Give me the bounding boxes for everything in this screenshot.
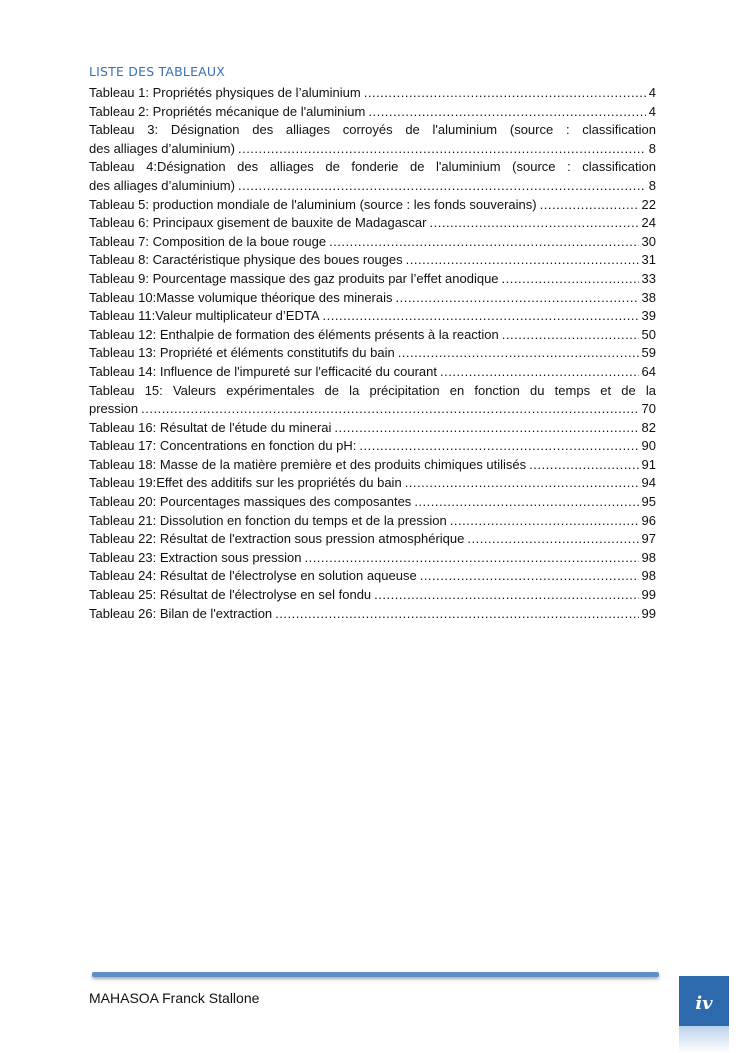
toc-entry-page: 59 [641, 345, 656, 361]
toc-entry-title: Tableau 6: Principaux gisement de bauxite de Madagascar [89, 215, 427, 231]
dot-leader [405, 474, 639, 493]
toc-entry[interactable] [89, 326, 656, 345]
toc-entry-page: 8 [648, 140, 656, 156]
toc-entry-title: Tableau 25: Résultat de l'électrolyse en sel fondu [89, 587, 372, 603]
toc-entry-title: Tableau 2: Propriétés mécanique de l'aluminium [89, 103, 366, 119]
toc-entry[interactable] [89, 382, 656, 419]
dot-leader [396, 289, 639, 308]
toc-entry-page: 96 [641, 512, 656, 528]
toc-entry[interactable] [89, 363, 656, 382]
dot-leader [364, 84, 646, 103]
toc-entry[interactable] [89, 549, 656, 568]
toc-entry-page: 97 [641, 531, 656, 547]
toc-entry-title: Tableau 13: Propriété et éléments constitutifs du bain [89, 345, 395, 361]
toc-entry-page: 64 [641, 363, 656, 379]
toc-entry-page: 90 [641, 438, 656, 454]
toc-entry[interactable] [89, 419, 656, 438]
dot-leader [398, 344, 639, 363]
dot-leader [238, 140, 646, 159]
toc-entry-page: 24 [641, 215, 656, 231]
toc-entry-page: 22 [641, 196, 656, 212]
page-number-badge: iv [679, 976, 729, 1026]
toc-entry-page: 94 [641, 475, 656, 491]
dot-leader [374, 586, 638, 605]
toc-entry-title: Tableau 21: Dissolution en fonction du temps et de la pression [89, 512, 447, 528]
dot-leader [368, 103, 645, 122]
dot-leader [304, 549, 638, 568]
toc-entry-page: 4 [648, 85, 656, 100]
toc-entry-title: Tableau 19:Effet des additifs sur les propriétés du bain [89, 475, 402, 491]
dot-leader [467, 530, 638, 549]
dot-leader [329, 233, 638, 252]
toc-entry-title: Tableau 26: Bilan de l'extraction [89, 605, 273, 621]
toc-entry[interactable] [89, 270, 656, 289]
toc-entry[interactable] [89, 586, 656, 605]
dot-leader [359, 437, 638, 456]
dot-leader [275, 605, 638, 624]
toc-entry-title-line2: des alliages d’aluminium) [89, 177, 235, 193]
toc-entry[interactable] [89, 214, 656, 233]
toc-entry-title: Tableau 10:Masse volumique théorique des minerais [89, 289, 393, 305]
toc-entry[interactable] [89, 530, 656, 549]
toc-entry[interactable] [89, 512, 656, 531]
toc-entry[interactable] [89, 307, 656, 326]
toc-entry-page: 31 [641, 252, 656, 268]
toc-entry-page: 4 [648, 103, 656, 119]
dot-leader [238, 177, 646, 196]
toc-entry[interactable] [89, 121, 656, 158]
toc-entry-page: 33 [641, 270, 656, 286]
toc-entry-page: 98 [641, 568, 656, 584]
toc-entry[interactable] [89, 493, 656, 512]
toc-entry[interactable] [89, 233, 656, 252]
dot-leader [334, 419, 638, 438]
toc-entry-title-line1: Tableau 15: Valeurs expérimentales de la précipitation en fonction du temps et de la [89, 382, 656, 398]
toc-entry-title-line2: pression [89, 401, 139, 417]
dot-leader [440, 363, 639, 382]
toc-entry-page: 39 [641, 308, 656, 324]
toc-entry-title: Tableau 24: Résultat de l'électrolyse en solution aqueuse [89, 568, 417, 584]
toc-entry-title: Tableau 14: Influence de l'impureté sur l'efficacité du courant [89, 363, 437, 379]
toc-entry[interactable] [89, 84, 656, 103]
toc-entry-page: 50 [641, 326, 656, 342]
toc-entry-page: 91 [641, 456, 656, 472]
table-of-contents [89, 84, 656, 623]
dot-leader [529, 456, 638, 475]
toc-entry[interactable] [89, 344, 656, 363]
toc-entry-page: 70 [641, 401, 656, 417]
toc-entry[interactable] [89, 103, 656, 122]
list-heading: LISTE DES TABLEAUX [89, 64, 226, 79]
toc-entry-title: Tableau 1: Propriétés physiques de l’aluminium [89, 85, 361, 100]
toc-entry[interactable] [89, 605, 656, 624]
dot-leader [502, 270, 639, 289]
dot-leader [430, 214, 639, 233]
toc-entry-page: 99 [641, 587, 656, 603]
toc-entry-title: Tableau 5: production mondiale de l'aluminium (source : les fonds souverains) [89, 196, 537, 212]
dot-leader [502, 326, 639, 345]
toc-entry-title: Tableau 8: Caractéristique physique des boues rouges [89, 252, 403, 268]
footer-divider [92, 972, 659, 977]
dot-leader [420, 567, 639, 586]
toc-entry-title: Tableau 22: Résultat de l'extraction sous pression atmosphérique [89, 531, 465, 547]
toc-entry[interactable] [89, 437, 656, 456]
toc-entry[interactable] [89, 474, 656, 493]
dot-leader [406, 251, 639, 270]
dot-leader [414, 493, 638, 512]
dot-leader [323, 307, 639, 326]
toc-entry-page: 95 [641, 494, 656, 510]
footer-author: MAHASOA Franck Stallone [89, 990, 260, 1006]
toc-entry-title: Tableau 16: Résultat de l'étude du minerai [89, 419, 332, 435]
toc-entry-title: Tableau 20: Pourcentages massiques des composantes [89, 494, 412, 510]
toc-entry-title: Tableau 18: Masse de la matière première et des produits chimiques utilisés [89, 456, 527, 472]
toc-entry[interactable] [89, 158, 656, 195]
dot-leader [141, 400, 638, 419]
toc-entry[interactable] [89, 196, 656, 215]
toc-entry-title: Tableau 23: Extraction sous pression [89, 549, 302, 565]
toc-entry[interactable] [89, 251, 656, 270]
dot-leader [450, 512, 639, 531]
toc-entry-page: 8 [648, 177, 656, 193]
toc-entry[interactable] [89, 289, 656, 308]
toc-entry-title-line1: Tableau 3: Désignation des alliages corroyés de l'aluminium (source : classification [89, 122, 656, 138]
page-number-reflection [679, 1026, 729, 1053]
toc-entry-page: 98 [641, 549, 656, 565]
toc-entry-title: Tableau 9: Pourcentage massique des gaz produits par l’effet anodique [89, 270, 499, 286]
toc-entry-title: Tableau 17: Concentrations en fonction du pH: [89, 438, 357, 454]
toc-entry-title-line2: des alliages d’aluminium) [89, 140, 235, 156]
toc-entry-page: 99 [641, 605, 656, 621]
toc-entry-page: 82 [641, 419, 656, 435]
toc-entry-page: 38 [641, 289, 656, 305]
toc-entry-title: Tableau 12: Enthalpie de formation des éléments présents à la reaction [89, 326, 499, 342]
toc-entry[interactable] [89, 456, 656, 475]
toc-entry-title: Tableau 11:Valeur multiplicateur d’EDTA [89, 308, 320, 324]
toc-entry-page: 30 [641, 233, 656, 249]
toc-entry[interactable] [89, 567, 656, 586]
toc-entry-title-line1: Tableau 4:Désignation des alliages de fonderie de l'aluminium (source : classification [89, 159, 656, 175]
toc-entry-title: Tableau 7: Composition de la boue rouge [89, 233, 327, 249]
dot-leader [540, 196, 639, 215]
